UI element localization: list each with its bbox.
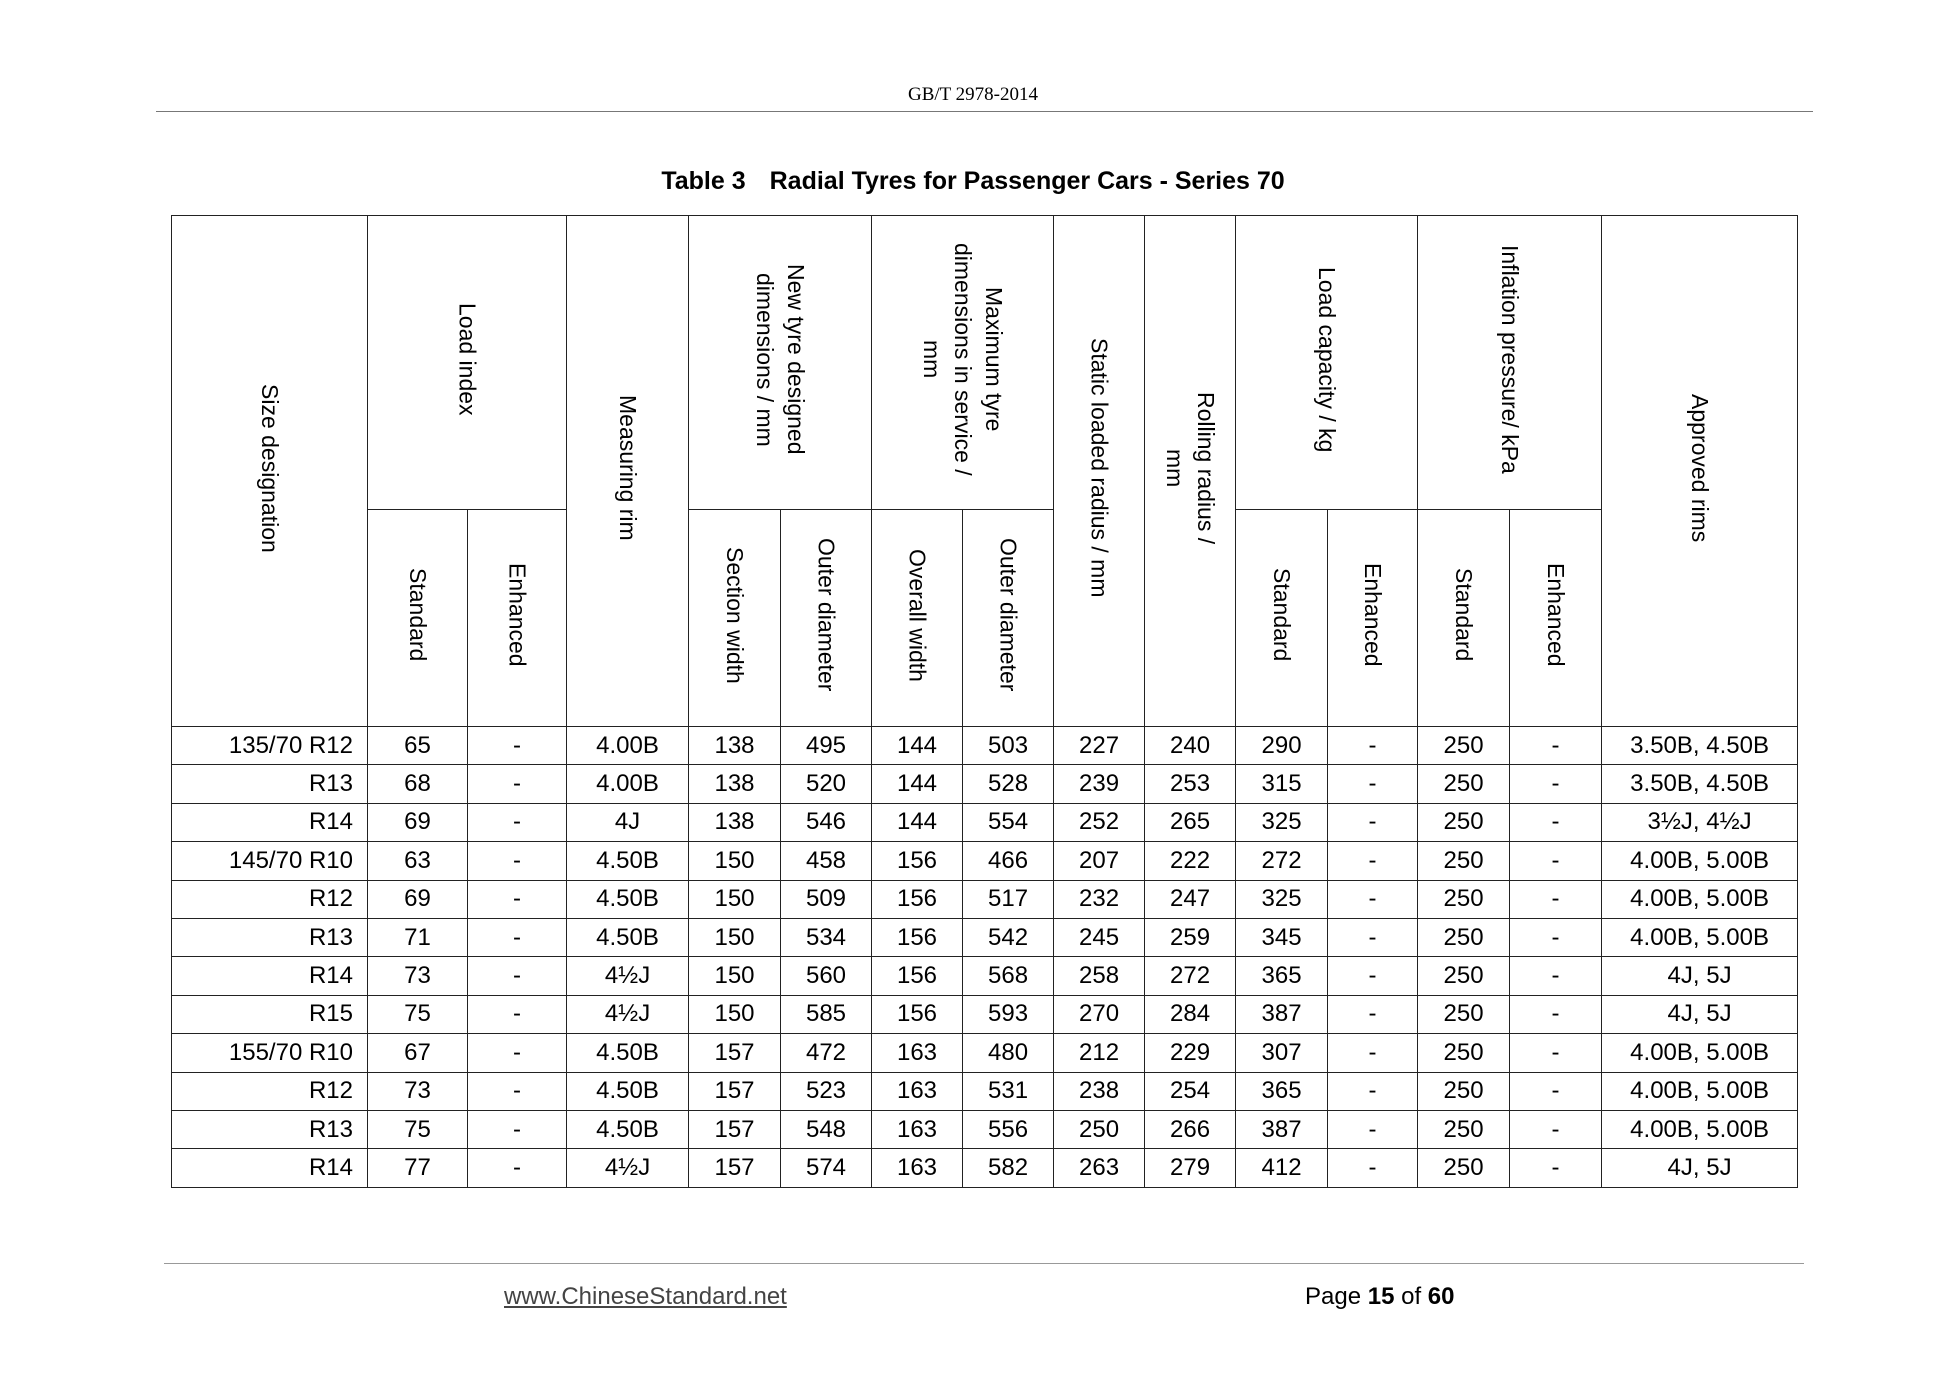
table-cell: - bbox=[1510, 765, 1602, 803]
table-cell: 365 bbox=[1236, 1072, 1328, 1110]
table-cell: - bbox=[1328, 880, 1418, 918]
table-cell: 585 bbox=[781, 995, 872, 1033]
table-cell: 150 bbox=[689, 995, 781, 1033]
website-link[interactable]: www.ChineseStandard.net bbox=[504, 1283, 787, 1310]
table-cell: 247 bbox=[1145, 880, 1236, 918]
table-row bbox=[172, 995, 1798, 1033]
table-cell: 250 bbox=[1418, 842, 1510, 880]
table-cell: 157 bbox=[689, 1149, 781, 1187]
table-cell: 250 bbox=[1054, 1110, 1145, 1148]
table-cell: 3½J, 4½J bbox=[1602, 803, 1798, 841]
table-cell: - bbox=[468, 842, 567, 880]
table-cell: 250 bbox=[1418, 880, 1510, 918]
table-cell: 4J bbox=[567, 803, 689, 841]
table-cell: - bbox=[468, 1072, 567, 1110]
table-cell: 144 bbox=[872, 803, 963, 841]
header-pressure-standard: Standard bbox=[1418, 510, 1510, 727]
table-cell: 144 bbox=[872, 765, 963, 803]
table-cell: 4.50B bbox=[567, 918, 689, 956]
table-cell: 325 bbox=[1236, 880, 1328, 918]
table-cell: 156 bbox=[872, 880, 963, 918]
table-cell: - bbox=[1328, 1149, 1418, 1187]
table-cell: 250 bbox=[1418, 1149, 1510, 1187]
table-row bbox=[172, 957, 1798, 995]
table-cell: 250 bbox=[1418, 765, 1510, 803]
table-cell: 250 bbox=[1418, 803, 1510, 841]
table-cell: 3.50B, 4.50B bbox=[1602, 727, 1798, 765]
table-cell: 279 bbox=[1145, 1149, 1236, 1187]
table-cell: 222 bbox=[1145, 842, 1236, 880]
header-load-index-standard: Standard bbox=[368, 510, 468, 727]
table-cell: 207 bbox=[1054, 842, 1145, 880]
table-cell: 266 bbox=[1145, 1110, 1236, 1148]
table-cell: - bbox=[468, 1110, 567, 1148]
table-cell: 345 bbox=[1236, 918, 1328, 956]
table-cell: - bbox=[468, 727, 567, 765]
table-cell: 517 bbox=[963, 880, 1054, 918]
table-cell: - bbox=[468, 765, 567, 803]
current-page: 15 bbox=[1367, 1283, 1395, 1310]
table-caption: Radial Tyres for Passenger Cars - Series 70 bbox=[769, 167, 1285, 195]
table-cell: 156 bbox=[872, 918, 963, 956]
table-cell: 387 bbox=[1236, 995, 1328, 1033]
table-cell: 4½J bbox=[567, 995, 689, 1033]
table-cell: 548 bbox=[781, 1110, 872, 1148]
table-cell: 157 bbox=[689, 1110, 781, 1148]
table-cell: - bbox=[1328, 727, 1418, 765]
table-cell: 232 bbox=[1054, 880, 1145, 918]
table-cell: R14 bbox=[172, 1149, 368, 1187]
header-new-outer-diameter: Outer diameter bbox=[781, 510, 872, 727]
table-cell: 290 bbox=[1236, 727, 1328, 765]
table-cell: 509 bbox=[781, 880, 872, 918]
table-cell: 325 bbox=[1236, 803, 1328, 841]
header-max-tyre-dimensions: Maximum tyre dimensions in service / mm bbox=[872, 216, 1054, 510]
table-row bbox=[172, 918, 1798, 956]
table-cell: 69 bbox=[368, 803, 468, 841]
table-cell: 227 bbox=[1054, 727, 1145, 765]
table-cell: 71 bbox=[368, 918, 468, 956]
table-cell: 67 bbox=[368, 1034, 468, 1072]
table-cell: 4½J bbox=[567, 1149, 689, 1187]
table-cell: 250 bbox=[1418, 995, 1510, 1033]
table-cell: 65 bbox=[368, 727, 468, 765]
table-cell: 3.50B, 4.50B bbox=[1602, 765, 1798, 803]
table-cell: - bbox=[1510, 803, 1602, 841]
table-cell: - bbox=[1328, 995, 1418, 1033]
table-cell: 4.00B, 5.00B bbox=[1602, 1110, 1798, 1148]
table-cell: 528 bbox=[963, 765, 1054, 803]
table-cell: R12 bbox=[172, 1072, 368, 1110]
table-cell: 250 bbox=[1418, 1110, 1510, 1148]
table-cell: 4.00B bbox=[567, 727, 689, 765]
table-cell: - bbox=[1510, 1110, 1602, 1148]
table-cell: 68 bbox=[368, 765, 468, 803]
table-cell: 156 bbox=[872, 995, 963, 1033]
header-overall-width: Overall width bbox=[872, 510, 963, 727]
table-cell: - bbox=[1328, 1072, 1418, 1110]
table-cell: 387 bbox=[1236, 1110, 1328, 1148]
table-cell: 163 bbox=[872, 1149, 963, 1187]
table-cell: R14 bbox=[172, 803, 368, 841]
table-cell: 253 bbox=[1145, 765, 1236, 803]
header-load-capacity-enhanced: Enhanced bbox=[1328, 510, 1418, 727]
table-cell: - bbox=[1510, 1072, 1602, 1110]
table-cell: R15 bbox=[172, 995, 368, 1033]
table-cell: 156 bbox=[872, 842, 963, 880]
table-cell: 245 bbox=[1054, 918, 1145, 956]
table-cell: 466 bbox=[963, 842, 1054, 880]
table-cell: 138 bbox=[689, 727, 781, 765]
table-cell: 4.50B bbox=[567, 1072, 689, 1110]
table-cell: 77 bbox=[368, 1149, 468, 1187]
table-cell: - bbox=[1510, 842, 1602, 880]
table-cell: 250 bbox=[1418, 727, 1510, 765]
table-cell: 272 bbox=[1145, 957, 1236, 995]
table-cell: 157 bbox=[689, 1034, 781, 1072]
table-cell: 593 bbox=[963, 995, 1054, 1033]
table-cell: - bbox=[1328, 918, 1418, 956]
document-id: GB/T 2978-2014 bbox=[907, 84, 1038, 105]
table-cell: 163 bbox=[872, 1072, 963, 1110]
tyre-table bbox=[171, 215, 1798, 1188]
table-cell: 523 bbox=[781, 1072, 872, 1110]
table-cell: 75 bbox=[368, 1110, 468, 1148]
header-load-capacity-standard: Standard bbox=[1236, 510, 1328, 727]
header-rule bbox=[156, 111, 1813, 112]
table-cell: 4.00B, 5.00B bbox=[1602, 918, 1798, 956]
table-cell: 73 bbox=[368, 1072, 468, 1110]
header-max-outer-diameter: Outer diameter bbox=[963, 510, 1054, 727]
table-cell: - bbox=[468, 1149, 567, 1187]
table-cell: 138 bbox=[689, 803, 781, 841]
table-cell: - bbox=[1510, 880, 1602, 918]
table-cell: - bbox=[1328, 1110, 1418, 1148]
table-cell: 315 bbox=[1236, 765, 1328, 803]
table-cell: 250 bbox=[1418, 957, 1510, 995]
total-pages: 60 bbox=[1427, 1283, 1455, 1310]
header-pressure-enhanced: Enhanced bbox=[1510, 510, 1602, 727]
table-cell: 4J, 5J bbox=[1602, 1149, 1798, 1187]
table-cell: 73 bbox=[368, 957, 468, 995]
table-cell: 150 bbox=[689, 918, 781, 956]
table-row bbox=[172, 880, 1798, 918]
table-cell: 520 bbox=[781, 765, 872, 803]
table-cell: - bbox=[1328, 842, 1418, 880]
header-section-width: Section width bbox=[689, 510, 781, 727]
header-measuring-rim: Measuring rim bbox=[567, 216, 689, 727]
table-row bbox=[172, 765, 1798, 803]
table-cell: 252 bbox=[1054, 803, 1145, 841]
table-cell: 63 bbox=[368, 842, 468, 880]
table-cell: - bbox=[1328, 957, 1418, 995]
table-cell: - bbox=[468, 1034, 567, 1072]
table-cell: 534 bbox=[781, 918, 872, 956]
table-cell: 155/70 R10 bbox=[172, 1034, 368, 1072]
table-cell: 263 bbox=[1054, 1149, 1145, 1187]
table-cell: 240 bbox=[1145, 727, 1236, 765]
table-row bbox=[172, 1149, 1798, 1187]
table-cell: 4.00B bbox=[567, 765, 689, 803]
table-cell: - bbox=[468, 995, 567, 1033]
table-cell: 150 bbox=[689, 842, 781, 880]
table-cell: 4.00B, 5.00B bbox=[1602, 1034, 1798, 1072]
header-inflation-pressure: Inflation pressure/ kPa bbox=[1418, 216, 1602, 510]
table-cell: 156 bbox=[872, 957, 963, 995]
table-cell: - bbox=[468, 880, 567, 918]
table-cell: 412 bbox=[1236, 1149, 1328, 1187]
table-cell: 542 bbox=[963, 918, 1054, 956]
header-static-loaded-radius: Static loaded radius / mm bbox=[1054, 216, 1145, 727]
header-load-capacity: Load capacity / kg bbox=[1236, 216, 1418, 510]
table-cell: - bbox=[1510, 1034, 1602, 1072]
table-cell: 272 bbox=[1236, 842, 1328, 880]
table-title bbox=[0, 167, 1946, 196]
page-indicator: Page 15 of 60 bbox=[1305, 1283, 1455, 1310]
table-cell: 480 bbox=[963, 1034, 1054, 1072]
table-cell: 546 bbox=[781, 803, 872, 841]
table-cell: 69 bbox=[368, 880, 468, 918]
table-row bbox=[172, 1072, 1798, 1110]
table-row bbox=[172, 803, 1798, 841]
table-cell: 4.00B, 5.00B bbox=[1602, 1072, 1798, 1110]
table-cell: 254 bbox=[1145, 1072, 1236, 1110]
table-cell: 258 bbox=[1054, 957, 1145, 995]
table-cell: R14 bbox=[172, 957, 368, 995]
table-cell: 157 bbox=[689, 1072, 781, 1110]
footer-rule bbox=[164, 1263, 1804, 1264]
table-cell: - bbox=[1510, 1149, 1602, 1187]
table-cell: 212 bbox=[1054, 1034, 1145, 1072]
table-cell: R13 bbox=[172, 918, 368, 956]
table-cell: 284 bbox=[1145, 995, 1236, 1033]
table-cell: 568 bbox=[963, 957, 1054, 995]
table-row bbox=[172, 1034, 1798, 1072]
table-cell: 560 bbox=[781, 957, 872, 995]
header-load-index-enhanced: Enhanced bbox=[468, 510, 567, 727]
table-cell: 163 bbox=[872, 1034, 963, 1072]
table-cell: 144 bbox=[872, 727, 963, 765]
table-row bbox=[172, 842, 1798, 880]
header-load-index: Load index bbox=[368, 216, 567, 510]
table-cell: 138 bbox=[689, 765, 781, 803]
table-cell: 259 bbox=[1145, 918, 1236, 956]
table-cell: - bbox=[1328, 765, 1418, 803]
table-cell: - bbox=[1510, 918, 1602, 956]
table-cell: 150 bbox=[689, 957, 781, 995]
table-cell: 250 bbox=[1418, 918, 1510, 956]
table-cell: 4½J bbox=[567, 957, 689, 995]
table-cell: - bbox=[468, 803, 567, 841]
table-cell: 270 bbox=[1054, 995, 1145, 1033]
table-cell: 472 bbox=[781, 1034, 872, 1072]
header-new-tyre-dimensions: New tyre designed dimensions / mm bbox=[689, 216, 872, 510]
table-cell: R13 bbox=[172, 765, 368, 803]
table-cell: 365 bbox=[1236, 957, 1328, 995]
table-cell: 250 bbox=[1418, 1034, 1510, 1072]
table-cell: R12 bbox=[172, 880, 368, 918]
table-cell: 145/70 R10 bbox=[172, 842, 368, 880]
table-cell: 4.00B, 5.00B bbox=[1602, 842, 1798, 880]
table-cell: 4.50B bbox=[567, 1034, 689, 1072]
header-approved-rims: Approved rims bbox=[1602, 216, 1798, 727]
table-cell: 150 bbox=[689, 880, 781, 918]
table-cell: 503 bbox=[963, 727, 1054, 765]
table-cell: - bbox=[1328, 803, 1418, 841]
table-cell: - bbox=[1510, 995, 1602, 1033]
table-cell: 4J, 5J bbox=[1602, 995, 1798, 1033]
table-cell: 238 bbox=[1054, 1072, 1145, 1110]
table-row bbox=[172, 1110, 1798, 1148]
table-cell: - bbox=[1510, 957, 1602, 995]
table-cell: 4.00B, 5.00B bbox=[1602, 880, 1798, 918]
table-cell: 4J, 5J bbox=[1602, 957, 1798, 995]
table-cell: 4.50B bbox=[567, 880, 689, 918]
table-cell: 239 bbox=[1054, 765, 1145, 803]
table-cell: 135/70 R12 bbox=[172, 727, 368, 765]
header-size-designation: Size designation bbox=[172, 216, 368, 727]
table-cell: 582 bbox=[963, 1149, 1054, 1187]
table-cell: 554 bbox=[963, 803, 1054, 841]
table-cell: 574 bbox=[781, 1149, 872, 1187]
table-cell: 556 bbox=[963, 1110, 1054, 1148]
table-cell: 307 bbox=[1236, 1034, 1328, 1072]
table-cell: 229 bbox=[1145, 1034, 1236, 1072]
table-cell: 4.50B bbox=[567, 842, 689, 880]
table-row bbox=[172, 727, 1798, 765]
header-rolling-radius: Rolling radius / mm bbox=[1145, 216, 1236, 727]
table-cell: R13 bbox=[172, 1110, 368, 1148]
table-cell: 458 bbox=[781, 842, 872, 880]
table-cell: - bbox=[1510, 727, 1602, 765]
table-cell: 163 bbox=[872, 1110, 963, 1148]
table-cell: 495 bbox=[781, 727, 872, 765]
table-cell: 531 bbox=[963, 1072, 1054, 1110]
table-number: Table 3 bbox=[661, 167, 746, 195]
table-cell: - bbox=[1328, 1034, 1418, 1072]
table-cell: 250 bbox=[1418, 1072, 1510, 1110]
table-cell: 265 bbox=[1145, 803, 1236, 841]
table-cell: - bbox=[468, 957, 567, 995]
table-cell: - bbox=[468, 918, 567, 956]
table-cell: 75 bbox=[368, 995, 468, 1033]
table-cell: 4.50B bbox=[567, 1110, 689, 1148]
